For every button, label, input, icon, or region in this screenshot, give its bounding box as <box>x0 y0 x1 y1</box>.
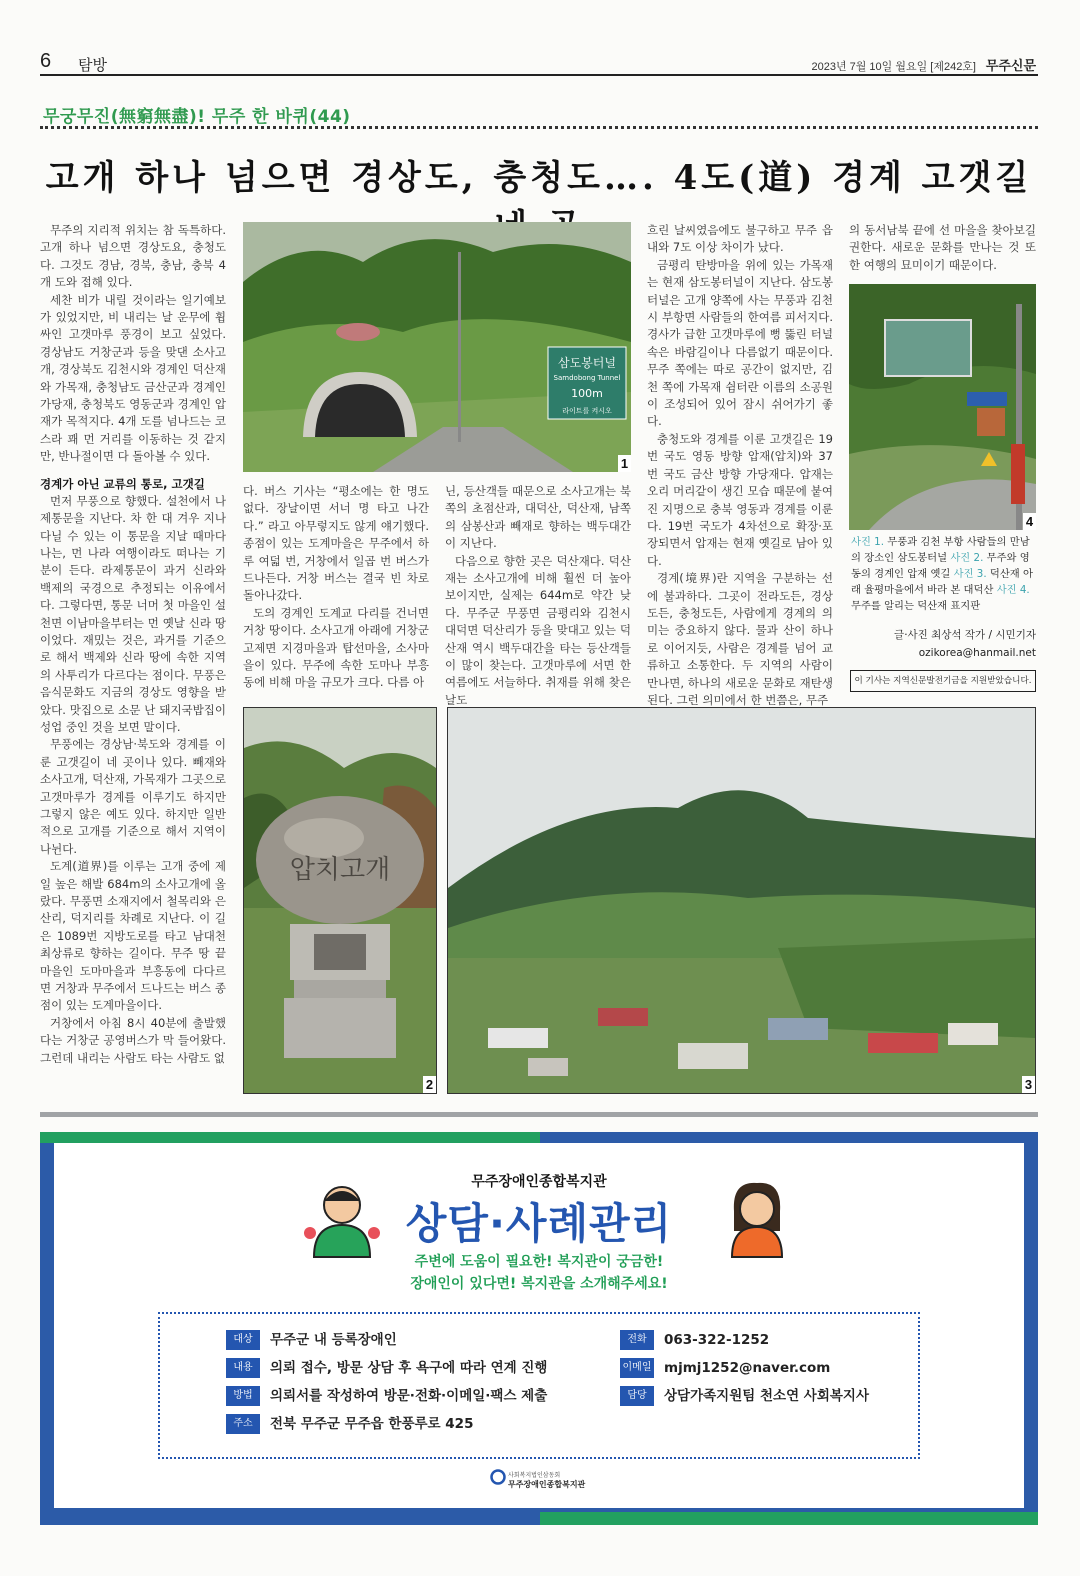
section-divider <box>40 1112 1038 1117</box>
paragraph: 경계(境界)란 지역을 구분하는 선에 불과하다. 그곳이 전라도든, 경상도든, 충청도든, 사람에게 경계의 의미는 중요하지 않다. 물과 산이 하나로 이어지듯, 사람은 경계를 넘어 교류하고 소통한다. 두 지역의 사람이 만나면, 하나의 새로운 문화로 재탄생된다. 그런 의미에서 한 번쯤은, 무주 <box>647 571 833 707</box>
sign-english: Samdobong Tunnel <box>553 374 621 382</box>
ad-subtitle-line: 주변에 도움이 필요한! 복지관이 궁금한! <box>414 1254 664 1270</box>
sign-light: 라이트를 켜시오 <box>562 407 612 415</box>
info-key: 이메일 <box>620 1358 654 1378</box>
paragraph: 의 동서남북 끝에 선 마을을 찾아보길 권한다. 새로운 문화를 만나는 것 또한 여행의 묘미이기 때문이다. <box>849 223 1036 272</box>
info-key: 대상 <box>226 1330 260 1350</box>
headline: 고개 하나 넘으면 경상도, 충청도…. 4도(道) 경계 고갯길 <box>45 158 1033 198</box>
caption-tag: 사진 3. <box>953 568 987 580</box>
ad-stripe <box>540 1512 1038 1525</box>
info-value: 의뢰서를 작성하여 방문·전화·이메일·팩스 제출 <box>270 1388 548 1404</box>
info-key: 담당 <box>620 1386 654 1406</box>
caption-text: 무주를 알리는 덕산재 표지판 <box>851 600 981 612</box>
ad-subtitle <box>54 1251 1024 1295</box>
logo-foundation: 사회복지법인삼동회 <box>508 1472 561 1479</box>
sign-distance: 100m <box>571 387 603 400</box>
man-character-icon <box>300 1181 384 1257</box>
info-key: 주소 <box>226 1414 260 1434</box>
caption-text: 무풍과 김천 부항 사람들의 만남의 장소인 삼도봉터널 <box>851 536 1030 564</box>
info-row-phone <box>620 1330 769 1350</box>
advertisement <box>40 1132 1038 1525</box>
paragraph: 금평리 탄방마을 위에 있는 가목재는 현재 삼도봉터널이 지난다. 삼도봉터널은 고개 양쪽에 사는 무풍과 김천시 부항면 사람들의 한여름 피서지다. 경사가 급한 고갯마루에 뻥 뚫린 터널 속은 바람길이나 다름없기 때문이다. 무주 쪽에는 따로 공간이 없지만, 김천 쪽에 가목재 쉼터란 이름의 소공원이 조성되어 있어 잠시 쉬어가기 좋다. <box>647 257 833 429</box>
paragraph: 다. 버스 기사는 “평소에는 한 명도 없다. 장날이면 서너 명 타고 나간다.” 라고 아무렇지도 않게 얘기했다. 종점이 있는 도계마을은 무주에서 하루 여덟 번, 거창에서 일곱 번 버스가 드나든다. 거창 버스는 결국 빈 차로 돌아나갔다. <box>243 484 429 603</box>
author-email: ozikorea@hanmail.net <box>918 647 1036 659</box>
photo-number: 2 <box>423 1076 436 1093</box>
photo-stone-monument <box>243 707 437 1094</box>
article-column-4 <box>647 222 833 707</box>
fund-notice: 이 기사는 지역신문발전기금을 지원받았습니다. <box>850 670 1036 692</box>
ad-title: 상담·사례관리 <box>405 1199 673 1248</box>
photo-number: 1 <box>618 455 631 472</box>
caption-text: 무주와 영동의 경계인 압재 옛길 <box>851 552 1030 580</box>
paragraph: 거창에서 아침 8시 40분에 출발했다는 거창군 공영버스가 막 들어왔다. 그런데 내리는 사람도 타는 사람도 없 <box>40 1015 226 1065</box>
paragraph: 흐린 날씨였음에도 불구하고 무주 읍내와 7도 이상 차이가 났다. <box>647 223 833 255</box>
caption-tag: 사진 2. <box>950 552 984 564</box>
info-row-target <box>226 1330 397 1350</box>
info-row-contact <box>620 1386 869 1406</box>
info-value: 의뢰 접수, 방문 상담 후 욕구에 따라 연계 진행 <box>270 1360 548 1376</box>
sign-korean: 삼도봉터널 <box>558 356 616 370</box>
section-name: 탐방 <box>78 56 107 74</box>
ad-stripe <box>40 1132 540 1143</box>
dotted-divider <box>40 126 1038 129</box>
paragraph: 도계(道界)를 이루는 고개 중에 제일 높은 해발 684m의 소사고개에 올랐다. 무풍면 소재지에서 철목리와 은산리, 덕지리를 차례로 지난다. 이 길은 1089번 지방도로를 타고 남대천 최상류로 향하는 길이다. 무주 땅 끝마을인 도마마을과 부흥동에 다다르면 거창과 무주에서 드나드는 버스 종점이 있는 도계마을이다. <box>40 859 226 1013</box>
woman-character-icon <box>722 1181 792 1257</box>
stone-inscription: 압치고개 <box>289 855 391 885</box>
paragraph: 닌, 등산객들 때문으로 소사고개는 북쪽의 초점산과, 대덕산, 덕산재, 남쪽의 삼봉산과 빼재로 향하는 백두대간이 지난다. <box>445 484 631 551</box>
photo-signpost <box>849 284 1036 530</box>
info-key: 내용 <box>226 1358 260 1378</box>
info-value: 전북 무주군 무주읍 한풍루로 425 <box>270 1416 474 1432</box>
info-value: 063-322-1252 <box>664 1332 770 1348</box>
photo-mountain-village <box>447 707 1036 1094</box>
article-column-1 <box>40 222 226 1084</box>
info-row-email <box>620 1358 830 1378</box>
info-value: 무주군 내 등록장애인 <box>270 1332 397 1348</box>
issue-date: 2023년 7월 10일 월요일 [제242호] <box>811 61 976 73</box>
info-row-content <box>226 1358 547 1378</box>
info-value: 상담가족지원팀 천소연 사회복지사 <box>664 1388 870 1404</box>
paragraph: 무주의 지리적 위치는 참 독특하다. 고개 하나 넘으면 경상도요, 충청도다. 그것도 경남, 경북, 충남, 충북 4개 도와 접해 있다. <box>40 223 226 290</box>
caption-tag: 사진 4. <box>996 584 1030 596</box>
series-title: 무궁무진(無窮無盡)! 무주 한 바퀴(44) <box>43 107 351 127</box>
caption-text: 덕산재 아래 율평마을에서 바라 본 대덕산 <box>851 568 1033 596</box>
ad-subtitle-line: 장애인이 있다면! 복지관을 소개해주세요! <box>410 1276 668 1292</box>
info-row-method <box>226 1386 547 1406</box>
author: 글·사진 최상석 작가 / 시민기자 <box>894 629 1036 641</box>
byline <box>851 626 1036 662</box>
paragraph: 도의 경계인 도계교 다리를 건너면 거창 땅이다. 소사고개 아래에 거창군 고제면 지경마을과 탑선마을, 소사마을이 있다. 무주에 속한 도마나 부흥동에 비해 마을 규모가 크다. 다름 아 <box>243 605 429 690</box>
paper-name: 무주신문 <box>985 59 1036 74</box>
info-value: mjmj1252@naver.com <box>664 1360 831 1376</box>
info-row-address <box>226 1414 473 1434</box>
article-column-5 <box>849 222 1036 278</box>
welfare-logo-icon <box>490 1469 506 1485</box>
page-header <box>40 50 1038 76</box>
ad-info-box <box>158 1312 920 1459</box>
article-column-2 <box>243 483 429 693</box>
logo-name: 무주장애인종합복지관 <box>508 1480 586 1489</box>
paragraph: 충청도와 경계를 이룬 고갯길은 19번 국도 영동 방향 압재(압치)와 37번 국도 금산 방향 가당재다. 압재는 오리 머리같이 생긴 모습 때문에 붙여진 지명으로 충북 영동과 경계를 이룬다. 19번 국도가 4차선으로 확장·포장되면서 압재는 현재 옛길로 남아 있다. <box>647 431 833 568</box>
ad-panel <box>54 1143 1024 1508</box>
paragraph: 먼저 무풍으로 향했다. 설천에서 나제통문을 지난다. 차 한 대 겨우 지나다닐 수 있는 이 통문을 지날 때마다 나는, 먼 나라 여행이라도 떠나는 기분이 든다. 라제통문이 과거 신라와 백제의 국경으로 추정되는 이유에서다. 그렇다면, 통문 너머 첫 마을인 설천면 이남마을부터는 먼 옛날 신라 땅이었다. 재밌는 것은, 과거를 기준으로 해서 백제와 신라 땅에 속한 지역의 사투리가 다르다는 점이다. 무풍은 음식문화도 지금의 경상도 영향을 받았다. 맛집으로 소문 난 돼지국밥집이 성업 중인 것을 보면 말이다. <box>40 493 226 734</box>
article-column-3 <box>445 483 631 707</box>
info-key: 전화 <box>620 1330 654 1350</box>
ad-organization: 무주장애인종합복지관 <box>471 1174 607 1190</box>
subheading: 경계가 아닌 교류의 통로, 고갯길 <box>40 476 205 491</box>
paragraph: 다음으로 향한 곳은 덕산재다. 덕산재는 소사고개에 비해 훨씬 더 높아 보이지만, 실제는 644m로 약간 낮다. 무주군 무풍면 금평리와 김천시 대덕면 덕산리가 등을 맞대고 있는 덕산재 역시 백두대간을 타는 등산객들이 많이 찾는다. 고갯마루에 서면 한여름에도 서늘하다. 취재를 위해 찾은 날도 <box>445 553 631 707</box>
photo-number: 3 <box>1022 1076 1035 1093</box>
paragraph: 세찬 비가 내릴 것이라는 일기예보가 있었지만, 비 내리는 날 운무에 휩싸인 고갯마루 풍경이 보고 싶었다. 경상남도 거창군과 등을 맞댄 소사고개, 경상북도 김천시와 경계인 덕산재와 가목재, 충청남도 금산군과 경계인 가당재, 충청북도 영동군과 경계인 압재가 목적지다. 4개 도를 넘나드는 코스라 꽤 먼 거리를 이동하는 것 같지만, 반나절이면 다 돌아볼 수 있다. <box>40 292 226 464</box>
caption-tag: 사진 1. <box>851 536 884 548</box>
ad-logo <box>490 1467 590 1497</box>
page-number: 6 <box>40 50 52 72</box>
photo-tunnel <box>243 222 631 472</box>
paragraph: 무풍에는 경상남·북도와 경계를 이룬 고갯길이 네 곳이나 있다. 빼재와 소사고개, 덕산재, 가목재가 그곳으로 고갯마루가 경계를 이루기도 하지만 그렇지 않은 예도 있다. 하지만 일반적으로 고개를 기준으로 해서 지역이 나뉜다. <box>40 737 226 856</box>
photo-captions <box>851 534 1036 614</box>
photo-number: 4 <box>1023 513 1036 530</box>
info-key: 방법 <box>226 1386 260 1406</box>
